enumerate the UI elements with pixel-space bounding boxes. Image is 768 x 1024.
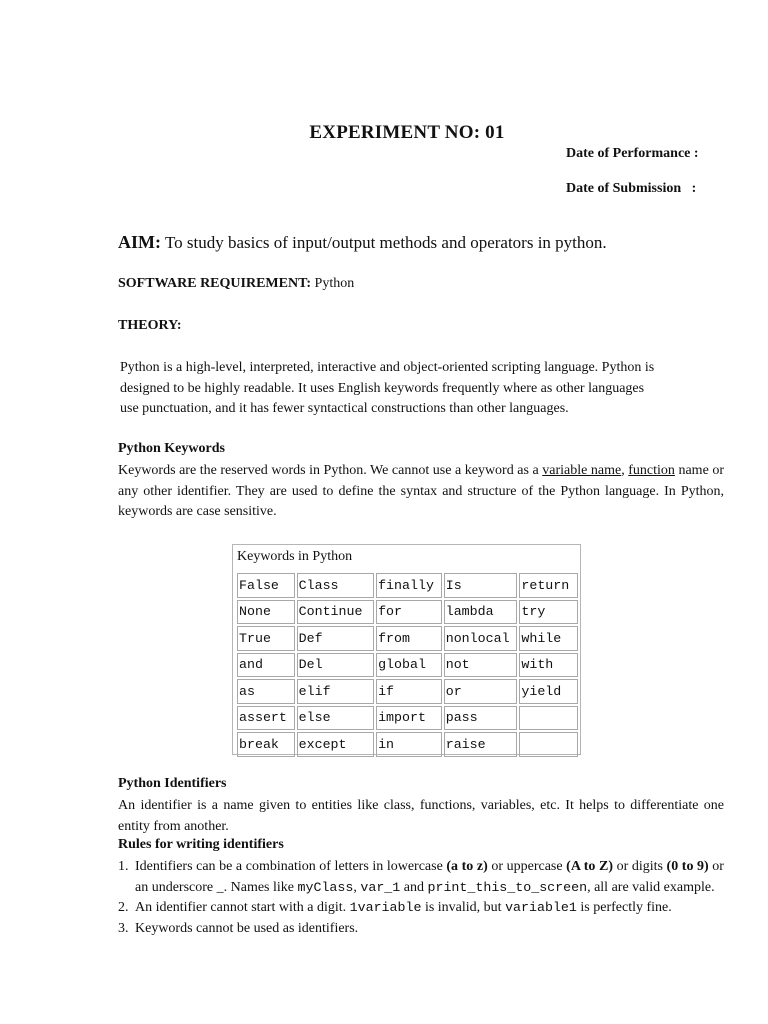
keyword-cell: Class bbox=[297, 573, 374, 598]
aim-line bbox=[118, 232, 607, 253]
software-value: Python bbox=[311, 276, 355, 291]
theory-line: designed to be highly readable. It uses English keywords frequently where as other languages bbox=[120, 380, 645, 396]
variable-name-link[interactable]: variable name bbox=[542, 463, 622, 478]
keyword-cell: try bbox=[519, 600, 578, 625]
rule-text: , bbox=[353, 879, 361, 895]
rule-item bbox=[118, 898, 724, 919]
keywords-row bbox=[237, 600, 578, 625]
keyword-cell: except bbox=[297, 732, 374, 757]
rule-text: or uppercase bbox=[487, 859, 567, 874]
theory-line: use punctuation, and it has fewer syntactical constructions than other languages. bbox=[120, 401, 569, 416]
date-of-performance-label: Date of Performance : bbox=[566, 146, 699, 161]
keyword-cell: nonlocal bbox=[444, 626, 518, 651]
keyword-cell: as bbox=[237, 679, 295, 704]
keyword-cell: raise bbox=[444, 732, 518, 757]
theory-paragraph bbox=[120, 358, 702, 420]
keyword-cell: or bbox=[444, 679, 518, 704]
keywords-row bbox=[237, 732, 578, 757]
rule-text: and bbox=[400, 879, 428, 895]
rule-code: print_this_to_screen bbox=[427, 879, 588, 895]
date-of-submission-label: Date of Submission : bbox=[566, 181, 697, 196]
keywords-table-caption: Keywords in Python bbox=[237, 549, 353, 564]
keyword-cell bbox=[519, 706, 578, 731]
identifiers-heading: Python Identifiers bbox=[118, 776, 227, 791]
rule-text: , all are valid example. bbox=[587, 879, 715, 895]
keyword-cell: else bbox=[297, 706, 374, 731]
rule-bold: (A to Z) bbox=[566, 859, 613, 874]
keywords-table bbox=[232, 544, 581, 755]
keyword-cell: lambda bbox=[444, 600, 518, 625]
keyword-cell: assert bbox=[237, 706, 295, 731]
aim-text: To study basics of input/output methods and operators in python. bbox=[161, 233, 607, 252]
keyword-cell: import bbox=[376, 706, 442, 731]
keywords-grid bbox=[235, 571, 580, 759]
keyword-cell: None bbox=[237, 600, 295, 625]
keywords-row bbox=[237, 679, 578, 704]
keyword-cell: with bbox=[519, 653, 578, 678]
keyword-cell: False bbox=[237, 573, 295, 598]
software-requirement bbox=[118, 276, 354, 292]
keyword-cell: for bbox=[376, 600, 442, 625]
keyword-cell: Del bbox=[297, 653, 374, 678]
keywords-heading: Python Keywords bbox=[118, 441, 225, 456]
rule-number: 1. bbox=[118, 859, 129, 874]
keyword-cell: break bbox=[237, 732, 295, 757]
keywords-text-before: Keywords are the reserved words in Python. We cannot use a keyword as a bbox=[118, 463, 543, 478]
keyword-cell: not bbox=[444, 653, 518, 678]
keywords-row bbox=[237, 653, 578, 678]
keyword-cell: if bbox=[376, 679, 442, 704]
keyword-cell: in bbox=[376, 732, 442, 757]
rule-bold: (0 to 9) bbox=[666, 859, 709, 874]
aim-label: AIM: bbox=[118, 232, 161, 252]
rule-item bbox=[118, 857, 724, 898]
rule-number: 3. bbox=[118, 920, 129, 936]
rule-bold: (a to z) bbox=[446, 859, 488, 874]
keywords-text-comma: , bbox=[621, 463, 629, 478]
keyword-cell: Continue bbox=[297, 600, 374, 625]
rule-text: An identifier cannot start with a digit. bbox=[135, 900, 350, 915]
keyword-cell: Is bbox=[444, 573, 518, 598]
software-label: SOFTWARE REQUIREMENT: bbox=[118, 276, 312, 291]
keyword-cell: pass bbox=[444, 706, 518, 731]
keyword-cell: True bbox=[237, 626, 295, 651]
rule-text: is invalid, but bbox=[421, 900, 506, 915]
rule-code: myClass bbox=[297, 879, 354, 895]
rule-number: 2. bbox=[118, 900, 129, 915]
function-link[interactable]: function bbox=[628, 463, 675, 478]
keyword-cell: elif bbox=[297, 679, 374, 704]
keyword-cell: Def bbox=[297, 626, 374, 651]
identifiers-paragraph: An identifier is a name given to entities like class, functions, variables, etc. It helps to differentiate one entity from another. bbox=[118, 798, 724, 834]
theory-line: Python is a high-level, interpreted, interactive and object-oriented scripting language. Python is bbox=[120, 360, 655, 375]
rule-code: var_1 bbox=[360, 879, 401, 895]
keyword-cell bbox=[519, 732, 578, 757]
rule-code: variable1 bbox=[505, 900, 577, 915]
experiment-title: EXPERIMENT NO: 01 bbox=[309, 122, 505, 143]
keywords-row bbox=[237, 573, 578, 598]
keyword-cell: return bbox=[519, 573, 578, 598]
keyword-cell: global bbox=[376, 653, 442, 678]
rule-text: or an underscore _. Names like bbox=[135, 859, 724, 895]
keyword-cell: from bbox=[376, 626, 442, 651]
keywords-paragraph bbox=[118, 461, 724, 523]
keywords-row bbox=[237, 626, 578, 651]
rule-code: 1variable bbox=[349, 900, 422, 915]
rule-item bbox=[118, 919, 724, 940]
rules-heading: Rules for writing identifiers bbox=[118, 837, 284, 852]
keyword-cell: and bbox=[237, 653, 295, 678]
keyword-cell: finally bbox=[376, 573, 442, 598]
rules-list bbox=[118, 857, 724, 939]
rule-text: Keywords cannot be used as identifiers. bbox=[135, 920, 359, 936]
keywords-row bbox=[237, 706, 578, 731]
theory-heading: THEORY: bbox=[118, 318, 182, 333]
rule-text: is perfectly fine. bbox=[576, 900, 672, 915]
keywords-text-after: name or any other identifier. They are used to define the syntax and structure of the Python language. In Python, keywords are case sensitive. bbox=[118, 463, 725, 519]
keyword-cell: while bbox=[519, 626, 578, 651]
rule-text: or digits bbox=[613, 859, 667, 874]
keyword-cell: yield bbox=[519, 679, 578, 704]
rule-text: Identifiers can be a combination of letters in lowercase bbox=[135, 859, 447, 874]
